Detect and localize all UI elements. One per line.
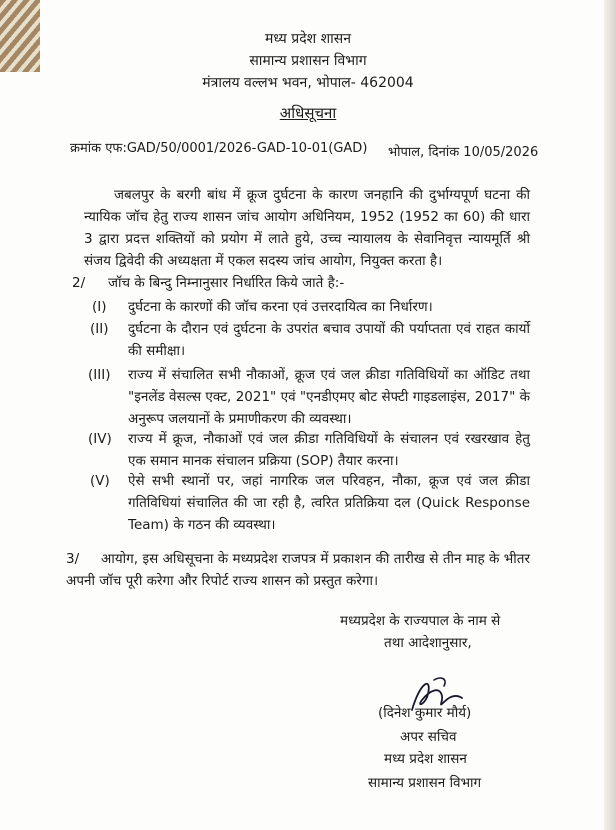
item-5-text: ऐसे सभी स्थानों पर, जहां नागरिक जल परिवहन, नौका, क्रूज एवं जल क्रीडा गतिविधियां संचालित की जा रही है, त्वरित प्रतिक्रिया दल (Quick Response Team) के गठन की व्यवस्था। — [128, 473, 530, 533]
paragraph-2-intro: जॉच के बिन्दु निम्नानुसार निर्धारित किये जाते है:- — [108, 275, 345, 291]
header-government: मध्य प्रदेश शासन — [265, 31, 351, 47]
item-2-number: (II) — [90, 321, 109, 337]
signatory-designation: अपर सचिव — [400, 729, 457, 745]
item-1-text: दुर्घटना के कारणों की जॉच करना एवं उत्तरदायित्व का निर्धारण। — [128, 299, 433, 315]
page-edge-shadow — [604, 0, 616, 830]
item-1-number: (I) — [92, 299, 107, 315]
paragraph-appointment: जबलपुर के बरगी बांध में क्रूज दुर्घटना के कारण जनहानि की दुर्भाग्यपूर्ण घटना की न्यायिक जॉच हेतु राज्य शासन जांच आयोग अधिनियम, 1952 (1952 का 60) की धारा 3 द्वारा प्रदत्त शक्तियों को प्रयोग में लाते हुये, उच्च न्यायालय के सेवानिवृत्त न्यायमूर्ति श्री संजय द्विवेदी की अध्यक्षता में एकल सदस्य जांच आयोग, नियुक्त करता है। — [84, 187, 530, 269]
paragraph-3-number: 3/ — [66, 551, 80, 567]
paragraph-timeline — [66, 548, 530, 592]
item-5-number: (V) — [90, 473, 110, 489]
item-4-number: (IV) — [88, 431, 112, 447]
signatory-name: (दिनेश कुमार मौर्य) — [378, 705, 472, 721]
paragraph-2-number: 2/ — [72, 275, 86, 291]
signatory-department: सामान्य प्रशासन विभाग — [368, 775, 482, 791]
paragraph-3-text: आयोग, इस अधिसूचना के मध्यप्रदेश राजपत्र में प्रकाशन की तारीख से तीन माह के भीतर अपनी जॉच पूरी करेगा और रिपोर्ट राज्य शासन को प्रस्तुत करेगा। — [66, 551, 530, 589]
document-title: अधिसूचना — [279, 104, 337, 122]
item-4-text: राज्य में क्रूज, नौकाओं एवं जल क्रीडा गतिविधियों के संचालन एवं रखरखाव हेतु एक समान मानक संचालन प्रक्रिया (SOP) तैयार करना। — [128, 431, 530, 469]
closing-line-2: तथा आदेशानुसार, — [384, 635, 472, 651]
place-date: भोपाल, दिनांक 10/05/2026 — [388, 145, 539, 160]
signatory-government: मध्य प्रदेश शासन — [384, 751, 467, 767]
item-2-text: दुर्घटना के दौरान एवं दुर्घटना के उपरांत बचाव उपायों की पर्याप्तता एवं राहत कार्यो की समीक्षा। — [128, 321, 530, 359]
item-3-number: (III) — [88, 367, 111, 383]
item-3-text: राज्य में संचालित सभी नौकाओं, क्रूज एवं जल क्रीडा गतिविधियों का ऑडिट तथा "इनलेंड वेसल्स एक्ट, 2021" एवं "एनडीएमए बोट सेफ्टी गाइडलाइंस, 2017" के अनुरूप जलयानों के प्रमाणीकरण की व्यवस्था। — [128, 367, 530, 427]
header-department: सामान्य प्रशासन विभाग — [249, 53, 367, 69]
order-number: क्रमांक एफ:GAD/50/0001/2026-GAD-10-01(GAD) — [70, 141, 368, 156]
header-address: मंत्रालय वल्लभ भवन, भोपाल- 462004 — [202, 75, 414, 91]
closing-line-1: मध्यप्रदेश के राज्यपाल के नाम से — [340, 613, 501, 629]
